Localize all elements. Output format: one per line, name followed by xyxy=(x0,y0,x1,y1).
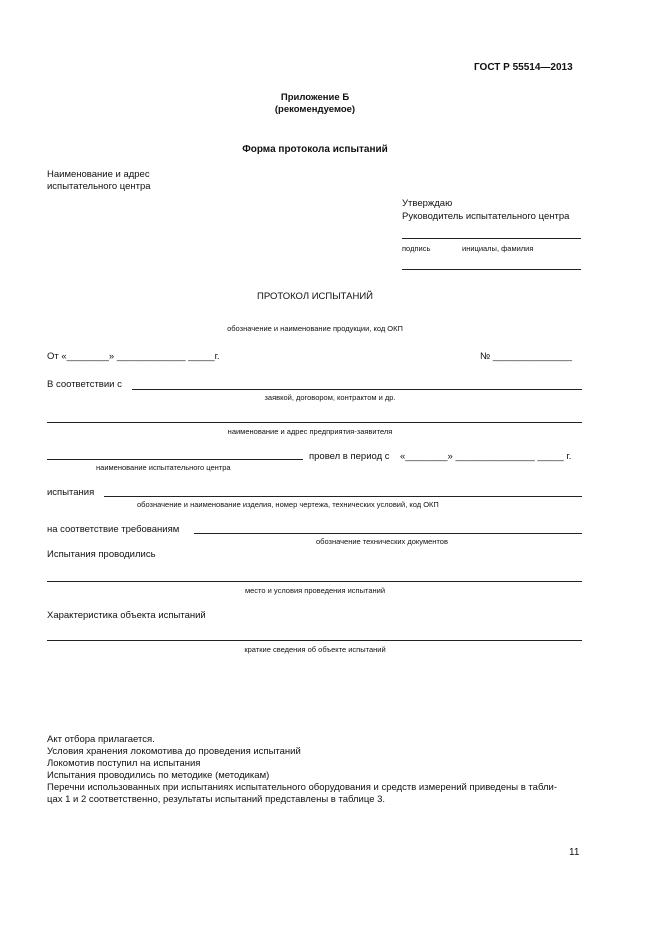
appendix-subtitle: (рекомендуемое) xyxy=(274,104,356,115)
tests-line xyxy=(104,496,582,497)
footer-line-6: цах 1 и 2 соответственно, результаты испытаний представлены в таблице 3. xyxy=(47,794,386,805)
signature-caption: подпись xyxy=(402,244,431,253)
signature-line xyxy=(402,238,581,239)
footer-line-5: Перечни использованных при испытаниях испытательного оборудования и средств измерений приведены в табли- xyxy=(47,782,557,793)
tests-label: испытания xyxy=(47,487,95,498)
applicant-caption: наименование и адрес предприятия-заявителя xyxy=(227,427,393,436)
center-name-line1: Наименование и адрес xyxy=(47,169,150,180)
period-dates: «________» _______________ _____ г. xyxy=(400,451,572,462)
object-line xyxy=(47,640,582,641)
head-label: Руководитель испытательного центра xyxy=(402,211,570,222)
product-caption: обозначение и наименование продукции, код ОКП xyxy=(227,324,403,333)
requirements-line xyxy=(194,533,582,534)
accordance-label: В соответствии с xyxy=(47,379,122,390)
conducted-caption: место и условия проведения испытаний xyxy=(244,586,386,595)
period-label: провел в период с xyxy=(309,451,390,462)
test-center-line xyxy=(47,459,303,460)
conducted-line xyxy=(47,581,582,582)
test-center-caption: наименование испытательного центра xyxy=(96,463,231,472)
date-signature-line xyxy=(402,269,581,270)
approve-label: Утверждаю xyxy=(402,198,453,209)
accordance-line xyxy=(132,389,582,390)
page-number: 11 xyxy=(569,847,580,858)
form-title: Форма протокола испытаний xyxy=(242,144,388,155)
object-label: Характеристика объекта испытаний xyxy=(47,610,206,621)
appendix-title: Приложение Б xyxy=(280,92,350,103)
object-caption: краткие сведения об объекте испытаний xyxy=(244,645,386,654)
protocol-number-field: № _______________ xyxy=(480,351,573,362)
tests-caption: обозначение и наименование изделия, номер чертежа, технических условий, код ОКП xyxy=(137,500,439,509)
date-field: От «________» _____________ _____г. xyxy=(47,351,220,362)
center-name-line2: испытательного центра xyxy=(47,181,151,192)
conducted-label: Испытания проводились xyxy=(47,549,156,560)
footer-line-1: Акт отбора прилагается. xyxy=(47,734,155,745)
footer-line-3: Локомотив поступил на испытания xyxy=(47,758,201,769)
footer-line-2: Условия хранения локомотива до проведения испытаний xyxy=(47,746,301,757)
standard-designation: ГОСТ Р 55514—2013 xyxy=(474,62,573,73)
requirements-caption: обозначение технических документов xyxy=(316,537,448,546)
protocol-title: ПРОТОКОЛ ИСПЫТАНИЙ xyxy=(257,291,373,302)
initials-caption: инициалы, фамилия xyxy=(462,244,534,253)
accordance-caption: заявкой, договором, контрактом и др. xyxy=(264,393,396,402)
applicant-line xyxy=(47,422,582,423)
footer-line-4: Испытания проводились по методике (методикам) xyxy=(47,770,270,781)
requirements-label: на соответствие требованиям xyxy=(47,524,180,535)
